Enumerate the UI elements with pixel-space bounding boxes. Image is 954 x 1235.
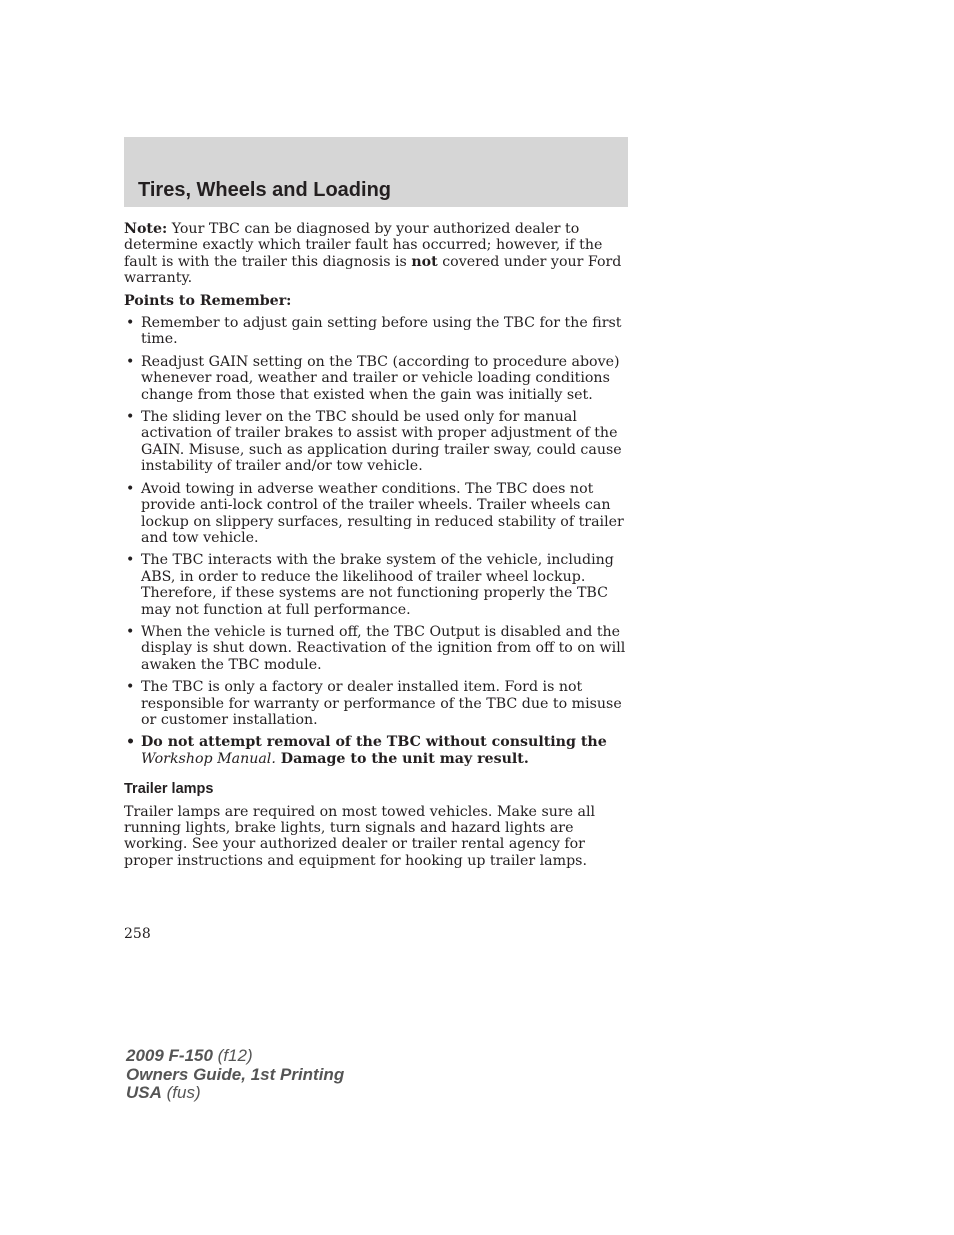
points-list	[124, 315, 628, 767]
trailer-lamps-body: Trailer lamps are required on most towed vehicles. Make sure all running lights, brake lights, turn signals and hazard lights are working. See your authorized dealer or trailer rental agency for proper instructions and equipment for hooking up trailer lamps.	[124, 803, 596, 869]
list-item	[124, 481, 628, 547]
list-item	[124, 315, 628, 348]
footer-line-2	[126, 1066, 344, 1085]
bullet-icon: •	[126, 409, 135, 426]
footer-line-3	[126, 1084, 344, 1103]
warning-text-part2: Damage to the unit may result.	[275, 750, 529, 767]
note-emphasis: not	[411, 253, 438, 270]
bullet-icon: •	[126, 353, 135, 370]
page-number: 258	[124, 926, 151, 942]
bullet-icon: •	[126, 552, 135, 569]
bullet-icon: •	[126, 315, 135, 332]
footer-market: USA	[126, 1083, 162, 1102]
document-footer	[126, 1047, 344, 1103]
list-item-text: Avoid towing in adverse weather conditions. The TBC does not provide anti-lock control of the trailer wheels. Trailer wheels can lockup on slippery surfaces, resulting in reduced stability of trailer and tow vehicle.	[141, 480, 624, 546]
trailer-lamps-heading: Trailer lamps	[124, 781, 214, 798]
bullet-icon: •	[126, 623, 135, 640]
bullet-icon: •	[126, 679, 135, 696]
list-item-text: The TBC interacts with the brake system of the vehicle, including ABS, in order to reduce the likelihood of trailer wheel lockup. Therefore, if these systems are not functioning properly the TBC may not function at full performance.	[141, 552, 614, 618]
section-header-band	[124, 137, 628, 207]
note-label: Note:	[124, 221, 168, 237]
note-paragraph	[124, 221, 628, 287]
bullet-icon: •	[126, 480, 135, 497]
footer-market-code: (fus)	[161, 1083, 201, 1102]
footer-line-1	[126, 1047, 344, 1066]
page-content	[124, 221, 628, 869]
list-item	[124, 552, 628, 618]
warning-list-item	[124, 734, 628, 767]
section-title: Tires, Wheels and Loading	[138, 179, 392, 201]
list-item-text: Readjust GAIN setting on the TBC (according to procedure above) whenever road, weather and trailer or vehicle loading conditions change from those that existed when the gain was initially set.	[141, 353, 620, 403]
list-item-text: The TBC is only a factory or dealer installed item. Ford is not responsible for warranty or performance of the TBC due to misuse or customer installation.	[141, 679, 622, 728]
bullet-icon: •	[126, 734, 136, 751]
list-item	[124, 679, 628, 728]
list-item-text: Remember to adjust gain setting before using the TBC for the first time.	[141, 315, 622, 348]
note-text-before: Your TBC can be diagnosed by your authorized dealer to determine exactly which trailer fault has occurred; however, if the fault is with the trailer this diagnosis is	[124, 221, 603, 270]
workshop-manual-reference: Workshop Manual.	[141, 750, 276, 767]
footer-model-code: (f12)	[212, 1046, 253, 1065]
points-heading: Points to Remember:	[124, 292, 292, 309]
note-text-after: covered under your Ford warranty.	[124, 253, 622, 287]
warning-text-part1: Do not attempt removal of the TBC without consulting the	[141, 734, 607, 751]
footer-model: 2009 F-150	[126, 1046, 213, 1065]
list-item-text: The sliding lever on the TBC should be used only for manual activation of trailer brakes to assist with proper adjustment of the GAIN. Misuse, such as application during trailer sway, could cause instability of trailer and/or tow vehicle.	[141, 409, 622, 475]
list-item	[124, 624, 628, 673]
list-item	[124, 354, 628, 403]
list-item	[124, 409, 628, 475]
footer-edition: Owners Guide, 1st Printing	[126, 1064, 345, 1084]
list-item-text: When the vehicle is turned off, the TBC Output is disabled and the display is shut down. Reactivation of the ignition from off to on will awaken the TBC module.	[141, 623, 626, 673]
